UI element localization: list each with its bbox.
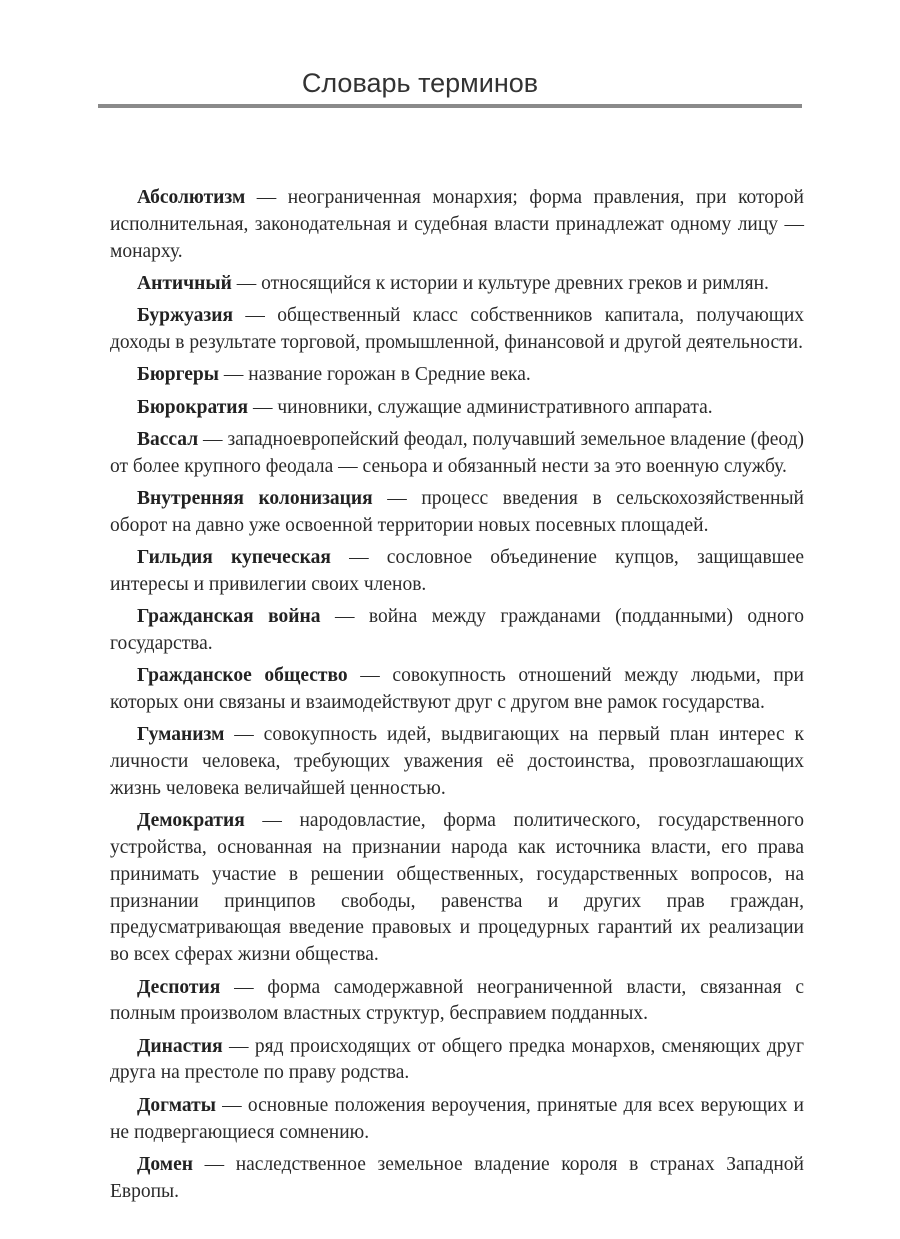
- glossary-term: Бюргеры: [137, 364, 219, 386]
- glossary-term: Гильдия купеческая: [137, 547, 331, 569]
- glossary-term: Демократия: [137, 810, 245, 832]
- glossary-entry: [110, 1093, 804, 1147]
- glossary-definition: — относящийся к истории и культуре древних греков и римлян.: [231, 272, 769, 294]
- page-title: Словарь терминов: [301, 68, 539, 98]
- glossary-definition: — общественный класс собственников капитала, получающих доходы в результате торговой, промышленной, финансовой и другой деятельности.: [110, 305, 804, 353]
- glossary-entry: [110, 395, 804, 422]
- glossary-term: Античный: [137, 272, 232, 294]
- glossary-entry: [110, 185, 804, 265]
- glossary-definition: — неограниченная монархия; форма правления, при которой исполнительная, законодательная и судебная власти принадлежат одному лицу — монарху.: [110, 187, 804, 262]
- glossary-term: Буржуазия: [137, 305, 234, 327]
- glossary-definition: — процесс введения в сельскохозяйственный оборот на давно уже освоенной территории новых посевных площадей.: [110, 487, 804, 536]
- glossary-term: Догматы: [137, 1094, 216, 1116]
- glossary-definition: — народовластие, форма политического, государственного устройства, основанная на признании народа как источника власти, его права принимать участие в решении общественных, государственных вопросов, на признании принципов свободы, равенства и других прав граждан, предусматривающая введение правовых и процедурных гарантий их реализации во всех сферах жизни общества.: [110, 810, 804, 966]
- glossary-definition: — западноевропейский феодал, получавший земельное владение (феод) от более крупного феодала — сеньора и обязанный нести за это военную службу.: [110, 428, 804, 477]
- glossary-entry: [110, 663, 804, 717]
- glossary-entry: [110, 545, 804, 599]
- glossary-definition: — наследственное земельное владение короля в странах Западной Европы.: [110, 1153, 804, 1202]
- glossary-definition: — форма самодержавной неограниченной власти, связанная с полным произволом властных структур, бесправием подданных.: [110, 976, 804, 1025]
- glossary-term: Гуманизм: [137, 724, 225, 746]
- glossary-entry: [110, 362, 804, 389]
- glossary-term: Династия: [137, 1035, 223, 1057]
- glossary-term: Домен: [137, 1153, 193, 1175]
- glossary-term: Гражданское общество: [137, 665, 348, 687]
- glossary-entry: [110, 975, 804, 1029]
- glossary-definition: — сословное объединение купцов, защищавшее интересы и привилегии своих членов.: [110, 547, 804, 595]
- glossary-definition: — название горожан в Средние века.: [218, 364, 531, 386]
- glossary-entry: [110, 427, 804, 481]
- glossary-term: Бюрократия: [137, 396, 249, 418]
- glossary-definition: — совокупность отношений между людьми, при которых они связаны и взаимодействуют друг с другом вне рамок государства.: [110, 665, 804, 714]
- glossary-entry: [110, 722, 804, 802]
- glossary-definition: — основные положения вероучения, принятые для всех верующих и не подвергающиеся сомнению.: [110, 1094, 804, 1143]
- glossary-list: [110, 185, 804, 1211]
- glossary-entry: [110, 1152, 804, 1206]
- glossary-term: Гражданская война: [137, 606, 321, 628]
- glossary-term: Вассал: [137, 428, 199, 450]
- glossary-definition: — совокупность идей, выдвигающих на первый план интерес к личности человека, требующих уважения её достоинства, провозглашающих жизнь человека величайшей ценностью.: [110, 724, 804, 799]
- glossary-entry: [110, 1034, 804, 1088]
- glossary-entry: [110, 604, 804, 658]
- title-divider: [98, 104, 802, 108]
- glossary-definition: — война между гражданами (подданными) одного государства.: [110, 606, 804, 654]
- glossary-entry: [110, 271, 804, 298]
- glossary-term: Деспотия: [137, 976, 221, 998]
- glossary-entry: [110, 303, 804, 357]
- glossary-entry: [110, 808, 804, 969]
- glossary-term: Абсолютизм: [137, 187, 246, 208]
- glossary-entry: [110, 486, 804, 540]
- glossary-term: Внутренняя колонизация: [137, 487, 373, 509]
- glossary-definition: — чиновники, служащие административного аппарата.: [248, 396, 713, 418]
- glossary-definition: — ряд происходящих от общего предка монархов, сменяющих друг друга на престоле по праву родства.: [110, 1035, 804, 1084]
